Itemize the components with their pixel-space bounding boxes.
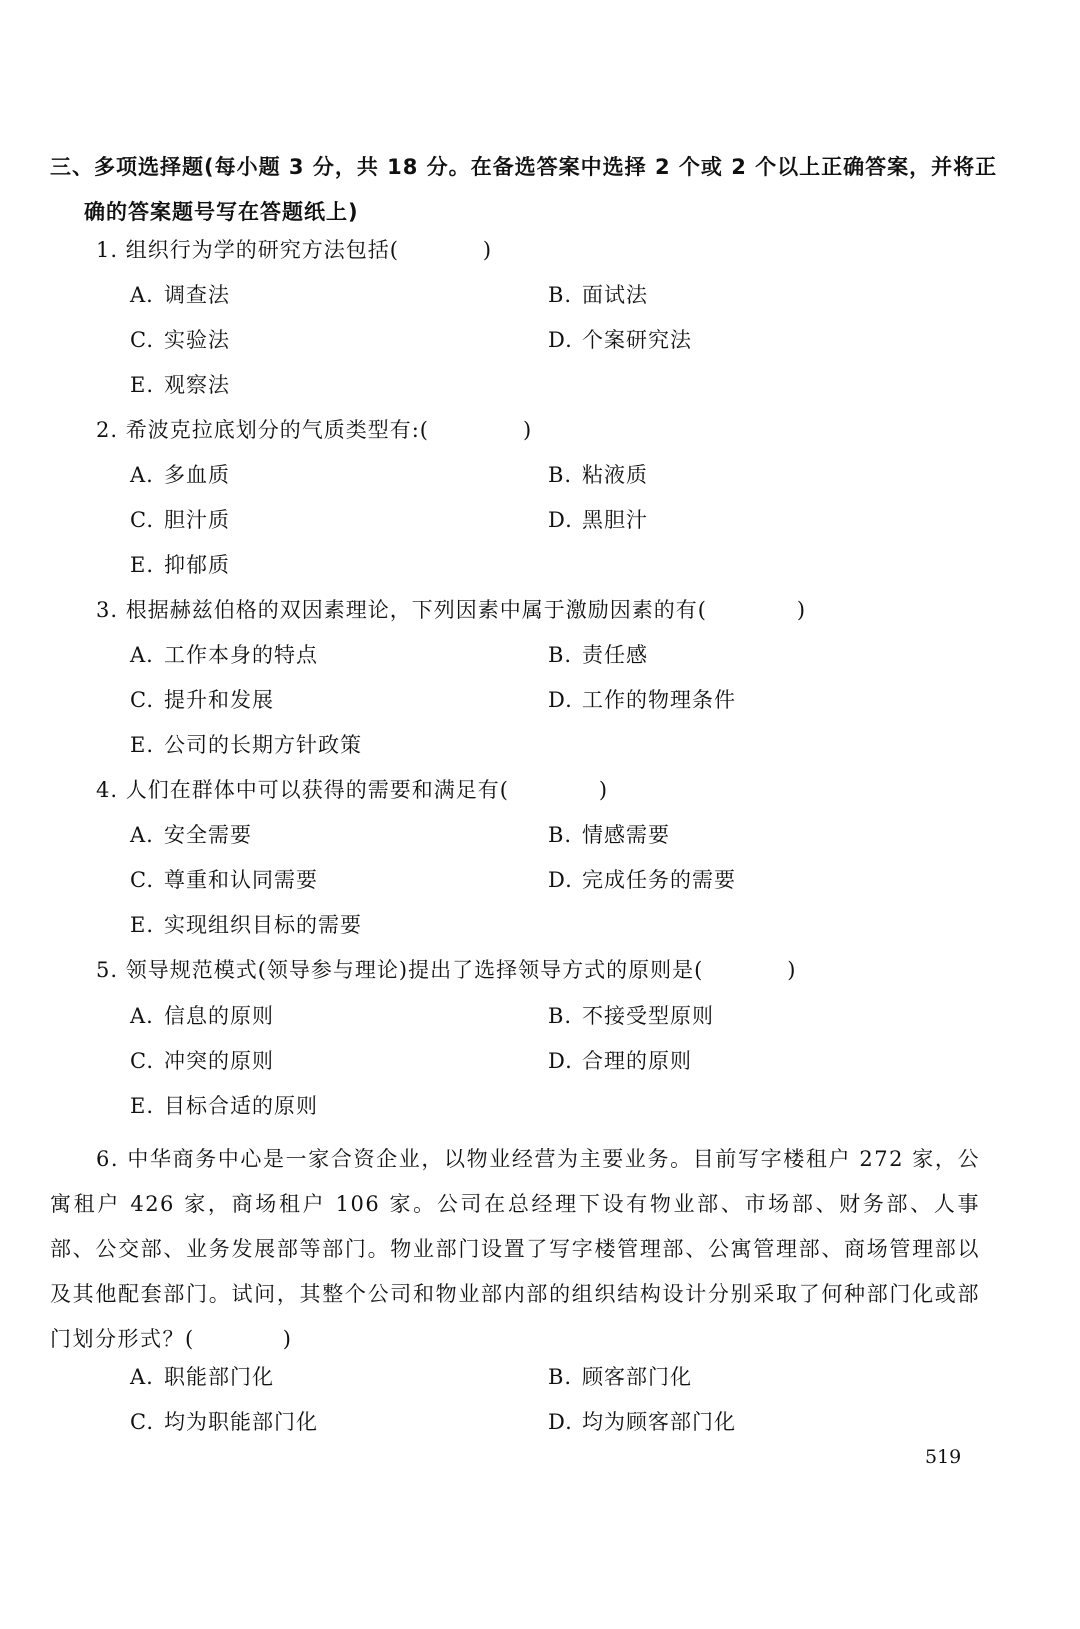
- option-text: 黑胆汁: [582, 508, 648, 532]
- option-letter: C.: [130, 508, 154, 532]
- question-3-option-c: [130, 685, 274, 715]
- question-close-paren: ): [522, 418, 533, 442]
- option-text: 均为职能部门化: [164, 1410, 318, 1434]
- question-stem-text: 3. 根据赫兹伯格的双因素理论，下列因素中属于激励因素的有(: [96, 598, 707, 622]
- option-letter: D.: [548, 1410, 573, 1434]
- option-text: 多血质: [164, 463, 230, 487]
- option-text: 合理的原则: [582, 1049, 692, 1073]
- option-letter: D.: [548, 1049, 573, 1073]
- option-letter: C.: [130, 868, 154, 892]
- question-5-option-b: [548, 1001, 714, 1031]
- question-2-option-d: [548, 505, 648, 535]
- option-text: 提升和发展: [164, 688, 274, 712]
- question-1-option-e: [130, 370, 230, 400]
- question-stem-text: 1. 组织行为学的研究方法包括(: [96, 238, 399, 262]
- option-letter: B.: [548, 463, 573, 487]
- option-letter: A.: [130, 823, 154, 847]
- question-5-stem: [96, 955, 797, 985]
- question-5-option-a: [130, 1001, 274, 1031]
- option-text: 责任感: [582, 643, 648, 667]
- option-letter: E.: [130, 913, 155, 937]
- option-letter: D.: [548, 868, 573, 892]
- question-5-option-d: [548, 1046, 692, 1076]
- question-4-option-e: [130, 910, 362, 940]
- option-text: 尊重和认同需要: [164, 868, 318, 892]
- option-letter: E.: [130, 1094, 155, 1118]
- option-text: 情感需要: [582, 823, 670, 847]
- question-close-paren: ): [282, 1327, 293, 1351]
- option-letter: E.: [130, 733, 155, 757]
- question-3-option-d: [548, 685, 736, 715]
- question-3-stem: [96, 595, 806, 625]
- option-letter: B.: [548, 823, 573, 847]
- question-stem-text: 6. 中华商务中心是一家合资企业，以物业经营为主要业务。目前写字楼租户 272 家，公寓租户 426 家，商场租户 106 家。公司在总经理下设有物业部、市场部、财务部、人事部、公交部、业务发展部等部门。物业部门设置了写字楼管理部、公寓管理部、商场管理部以及其他配套部门。试问，其整个公司和物业部内部的组织结构设计分别采取了何种部门化或部门划分形式？(: [50, 1147, 980, 1351]
- section-heading-line1: 三、多项选择题(每小题 3 分，共 18 分。在备选答案中选择 2 个或 2 个以上正确答案，并将正: [50, 155, 998, 179]
- option-letter: A.: [130, 283, 154, 307]
- question-3-option-a: [130, 640, 318, 670]
- option-letter: B.: [548, 643, 573, 667]
- question-5-option-c: [130, 1046, 274, 1076]
- option-text: 信息的原则: [164, 1004, 274, 1028]
- question-6-option-b: [548, 1362, 692, 1392]
- question-6-stem: [50, 1137, 980, 1362]
- question-6-option-a: [130, 1362, 274, 1392]
- option-letter: D.: [548, 508, 573, 532]
- question-4-option-c: [130, 865, 318, 895]
- section-heading: [50, 145, 1030, 235]
- question-2-option-b: [548, 460, 648, 490]
- question-2-option-e: [130, 550, 230, 580]
- option-text: 个案研究法: [582, 328, 692, 352]
- question-2-option-a: [130, 460, 230, 490]
- option-text: 胆汁质: [164, 508, 230, 532]
- option-text: 职能部门化: [164, 1365, 274, 1389]
- option-text: 均为顾客部门化: [582, 1410, 736, 1434]
- question-4-option-b: [548, 820, 670, 850]
- option-letter: A.: [130, 643, 154, 667]
- question-1-option-c: [130, 325, 230, 355]
- question-1-option-b: [548, 280, 648, 310]
- question-stem-text: 4. 人们在群体中可以获得的需要和满足有(: [96, 778, 509, 802]
- question-stem-text: 2. 希波克拉底划分的气质类型有:(: [96, 418, 429, 442]
- question-4-stem: [96, 775, 608, 805]
- question-stem-text: 5. 领导规范模式(领导参与理论)提出了选择领导方式的原则是(: [96, 958, 704, 982]
- option-letter: C.: [130, 1049, 154, 1073]
- option-letter: D.: [548, 328, 573, 352]
- option-text: 工作本身的特点: [164, 643, 318, 667]
- option-letter: C.: [130, 328, 154, 352]
- question-close-paren: ): [598, 778, 609, 802]
- option-text: 实现组织目标的需要: [164, 913, 362, 937]
- option-letter: C.: [130, 688, 154, 712]
- option-text: 不接受型原则: [582, 1004, 714, 1028]
- question-5-option-e: [130, 1091, 318, 1121]
- option-text: 工作的物理条件: [582, 688, 736, 712]
- option-text: 冲突的原则: [164, 1049, 274, 1073]
- question-6-option-c: [130, 1407, 318, 1437]
- question-close-paren: ): [796, 598, 807, 622]
- question-2-stem: [96, 415, 532, 445]
- option-text: 目标合适的原则: [164, 1094, 318, 1118]
- option-letter: A.: [130, 1365, 154, 1389]
- option-letter: B.: [548, 1004, 573, 1028]
- page-number: 519: [925, 1446, 962, 1468]
- option-letter: A.: [130, 463, 154, 487]
- option-text: 实验法: [164, 328, 230, 352]
- question-4-option-d: [548, 865, 736, 895]
- question-6-option-d: [548, 1407, 736, 1437]
- option-letter: D.: [548, 688, 573, 712]
- question-close-paren: ): [482, 238, 493, 262]
- option-letter: B.: [548, 1365, 573, 1389]
- option-text: 安全需要: [164, 823, 252, 847]
- option-letter: A.: [130, 1004, 154, 1028]
- option-letter: C.: [130, 1410, 154, 1434]
- question-4-option-a: [130, 820, 252, 850]
- option-text: 完成任务的需要: [582, 868, 736, 892]
- option-text: 调查法: [164, 283, 230, 307]
- option-text: 粘液质: [582, 463, 648, 487]
- option-text: 抑郁质: [164, 553, 230, 577]
- option-letter: E.: [130, 373, 155, 397]
- question-1-option-d: [548, 325, 692, 355]
- section-heading-line2: 确的答案题号写在答题纸上): [84, 200, 359, 224]
- question-1-option-a: [130, 280, 230, 310]
- question-3-option-e: [130, 730, 362, 760]
- question-3-option-b: [548, 640, 648, 670]
- question-1-stem: [96, 235, 492, 265]
- option-text: 公司的长期方针政策: [164, 733, 362, 757]
- question-2-option-c: [130, 505, 230, 535]
- option-text: 观察法: [164, 373, 230, 397]
- option-text: 面试法: [582, 283, 648, 307]
- option-text: 顾客部门化: [582, 1365, 692, 1389]
- option-letter: E.: [130, 553, 155, 577]
- question-close-paren: ): [787, 958, 797, 982]
- option-letter: B.: [548, 283, 573, 307]
